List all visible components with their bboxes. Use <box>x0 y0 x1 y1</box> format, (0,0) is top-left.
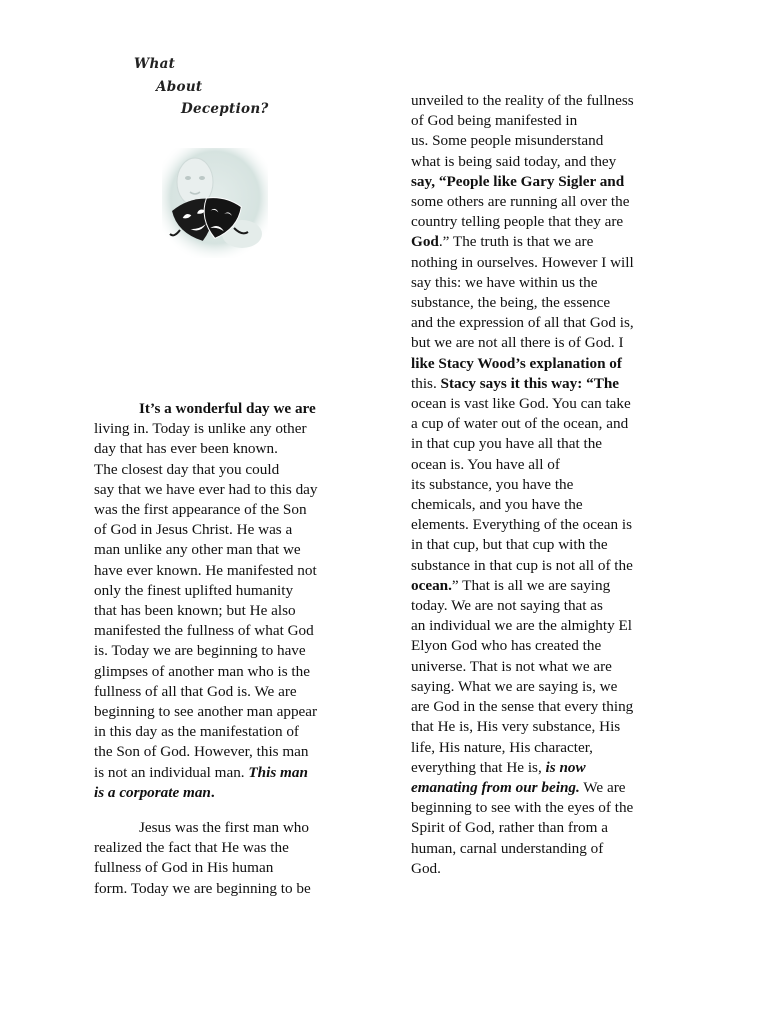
text-run: was the first appearance of the Son <box>94 501 307 519</box>
text-line <box>411 778 683 798</box>
title-line-3: Deception? <box>181 101 269 117</box>
text-line <box>411 758 683 778</box>
text-line <box>411 414 683 434</box>
left-column <box>94 399 366 899</box>
text-run: God. <box>411 859 441 877</box>
text-line <box>94 621 366 641</box>
text-line <box>94 763 366 783</box>
text-run: like Stacy Wood’s explanation of <box>411 354 622 372</box>
text-line <box>94 818 366 838</box>
text-line <box>411 697 683 717</box>
text-line <box>411 273 683 293</box>
title-line-2: About <box>156 79 203 95</box>
text-run: life, His nature, His character, <box>411 738 593 756</box>
text-line <box>94 500 366 520</box>
text-run: of God being manifested in <box>411 112 578 130</box>
text-line <box>94 803 366 818</box>
text-line <box>94 540 366 560</box>
text-run: ocean is. You have all of <box>411 455 560 473</box>
text-run: beginning to see with the eyes of the <box>411 799 634 817</box>
text-line <box>94 722 366 742</box>
text-run: The closest day that you could <box>94 460 280 478</box>
text-line <box>94 561 366 581</box>
text-run: today. We are not saying that as <box>411 597 603 615</box>
text-line <box>411 374 683 394</box>
text-line <box>411 394 683 414</box>
text-run: is now <box>545 758 586 776</box>
text-run: saying. What we are saying is, we <box>411 677 618 695</box>
text-run: only the finest uplifted humanity <box>94 581 294 599</box>
text-run: glimpses of another man who is the <box>94 662 310 680</box>
text-line <box>411 515 683 535</box>
text-run: form. Today we are beginning to be <box>94 879 311 897</box>
text-run: chemicals, and you have the <box>411 496 583 514</box>
text-run: of God in Jesus Christ. He was a <box>94 521 293 539</box>
text-run: substance, the being, the essence <box>411 294 611 312</box>
text-run: have ever known. He manifested not <box>94 561 317 579</box>
text-line <box>411 839 683 859</box>
text-line <box>411 172 683 192</box>
text-run: man unlike any other man that we <box>94 541 301 559</box>
text-line <box>411 111 683 131</box>
text-run: is. Today we are beginning to have <box>94 642 306 660</box>
text-run: an individual we are the almighty El <box>411 617 632 635</box>
text-line <box>94 742 366 762</box>
text-run: that He is, His very substance, His <box>411 718 621 736</box>
text-run: fullness of all that God is. We are <box>94 682 297 700</box>
text-line <box>94 439 366 459</box>
text-run: fullness of God in His human <box>94 859 274 877</box>
text-line <box>94 879 366 899</box>
text-run: Spirit of God, rather than from a <box>411 819 608 837</box>
text-run: Jesus was the first man who <box>139 819 309 837</box>
text-run: say this: we have within us the <box>411 273 598 291</box>
text-line <box>411 354 683 374</box>
text-line <box>411 738 683 758</box>
text-run: We are <box>579 778 626 796</box>
text-line <box>411 192 683 212</box>
text-line <box>411 636 683 656</box>
text-run: ocean. <box>411 576 452 594</box>
text-line <box>411 495 683 515</box>
text-run: in this day as the manifestation of <box>94 723 299 741</box>
text-run: manifested the fullness of what God <box>94 622 314 640</box>
text-run: ocean is vast like God. You can take <box>411 395 631 413</box>
text-line <box>411 293 683 313</box>
text-line <box>411 91 683 111</box>
text-line <box>411 717 683 737</box>
text-run: and the expression of all that God is, <box>411 314 634 332</box>
text-run: Elyon God who has created the <box>411 637 602 655</box>
text-line <box>411 576 683 596</box>
text-line <box>411 212 683 232</box>
text-run: its substance, you have the <box>411 475 574 493</box>
text-run: country telling people that they are <box>411 213 624 231</box>
text-line <box>94 682 366 702</box>
text-line <box>411 859 683 879</box>
text-line <box>94 480 366 500</box>
text-run: unveiled to the reality of the fullness <box>411 92 634 109</box>
text-run: realized the fact that He was the <box>94 839 289 857</box>
text-line <box>411 434 683 454</box>
text-run: ” That is all we are saying <box>451 576 611 594</box>
text-line <box>94 662 366 682</box>
text-line <box>411 657 683 677</box>
text-line <box>94 520 366 540</box>
text-line <box>411 596 683 616</box>
right-column <box>411 91 683 879</box>
text-run: is not an individual man. <box>94 763 249 781</box>
text-run: say, “People like Gary Sigler and <box>411 172 625 190</box>
text-run: this. <box>411 374 441 392</box>
text-line <box>411 455 683 475</box>
text-run: Stacy says it this way: “The <box>440 374 620 392</box>
text-line <box>411 253 683 273</box>
text-line <box>94 399 366 419</box>
text-line <box>411 535 683 555</box>
theater-masks-icon <box>160 148 270 260</box>
text-line <box>411 818 683 838</box>
text-line <box>411 152 683 172</box>
text-run: beginning to see another man appear <box>94 703 318 721</box>
text-run: in that cup you have all that the <box>411 435 603 453</box>
text-line <box>94 460 366 480</box>
text-run: .” The truth is that we are <box>438 233 594 251</box>
title-line-1: What <box>134 56 176 72</box>
text-line <box>94 419 366 439</box>
text-run: everything that He is, <box>411 758 546 776</box>
text-line <box>411 131 683 151</box>
text-line <box>94 641 366 661</box>
text-line <box>411 798 683 818</box>
text-run: us. Some people misunderstand <box>411 132 604 150</box>
text-line <box>411 677 683 697</box>
text-run: but we are not all there is of God. I <box>411 334 624 352</box>
text-run: universe. That is not what we are <box>411 657 612 675</box>
text-run: are God in the sense that every thing <box>411 698 634 716</box>
text-run: that has been known; but He also <box>94 602 296 620</box>
text-run: some others are running all over the <box>411 193 630 211</box>
text-line <box>411 475 683 495</box>
text-run: is a corporate man <box>94 783 211 801</box>
text-run: day that has ever been known. <box>94 440 278 458</box>
text-run: say that we have ever had to this day <box>94 480 318 498</box>
text-line <box>411 333 683 353</box>
text-line <box>94 702 366 722</box>
text-line <box>94 601 366 621</box>
text-line <box>94 581 366 601</box>
text-run: God <box>411 233 439 251</box>
text-line <box>94 838 366 858</box>
text-run: human, carnal understanding of <box>411 839 604 857</box>
text-line <box>94 783 366 803</box>
text-line <box>411 616 683 636</box>
text-run: nothing in ourselves. However I will <box>411 253 634 271</box>
text-run: in that cup, but that cup with the <box>411 536 608 554</box>
text-run: . <box>210 783 215 801</box>
text-run: living in. Today is unlike any other <box>94 420 307 438</box>
text-run: the Son of God. However, this man <box>94 743 309 761</box>
text-run: a cup of water out of the ocean, and <box>411 415 629 433</box>
text-run: what is being said today, and they <box>411 152 617 170</box>
text-line <box>411 313 683 333</box>
text-run: emanating from our being. <box>411 778 580 796</box>
text-line <box>411 556 683 576</box>
text-run: substance in that cup is not all of the <box>411 556 633 574</box>
text-run: It’s a wonderful day we are <box>139 400 316 417</box>
text-line <box>411 232 683 252</box>
text-run: This man <box>248 763 308 781</box>
text-line <box>94 858 366 878</box>
text-run: elements. Everything of the ocean is <box>411 516 632 534</box>
